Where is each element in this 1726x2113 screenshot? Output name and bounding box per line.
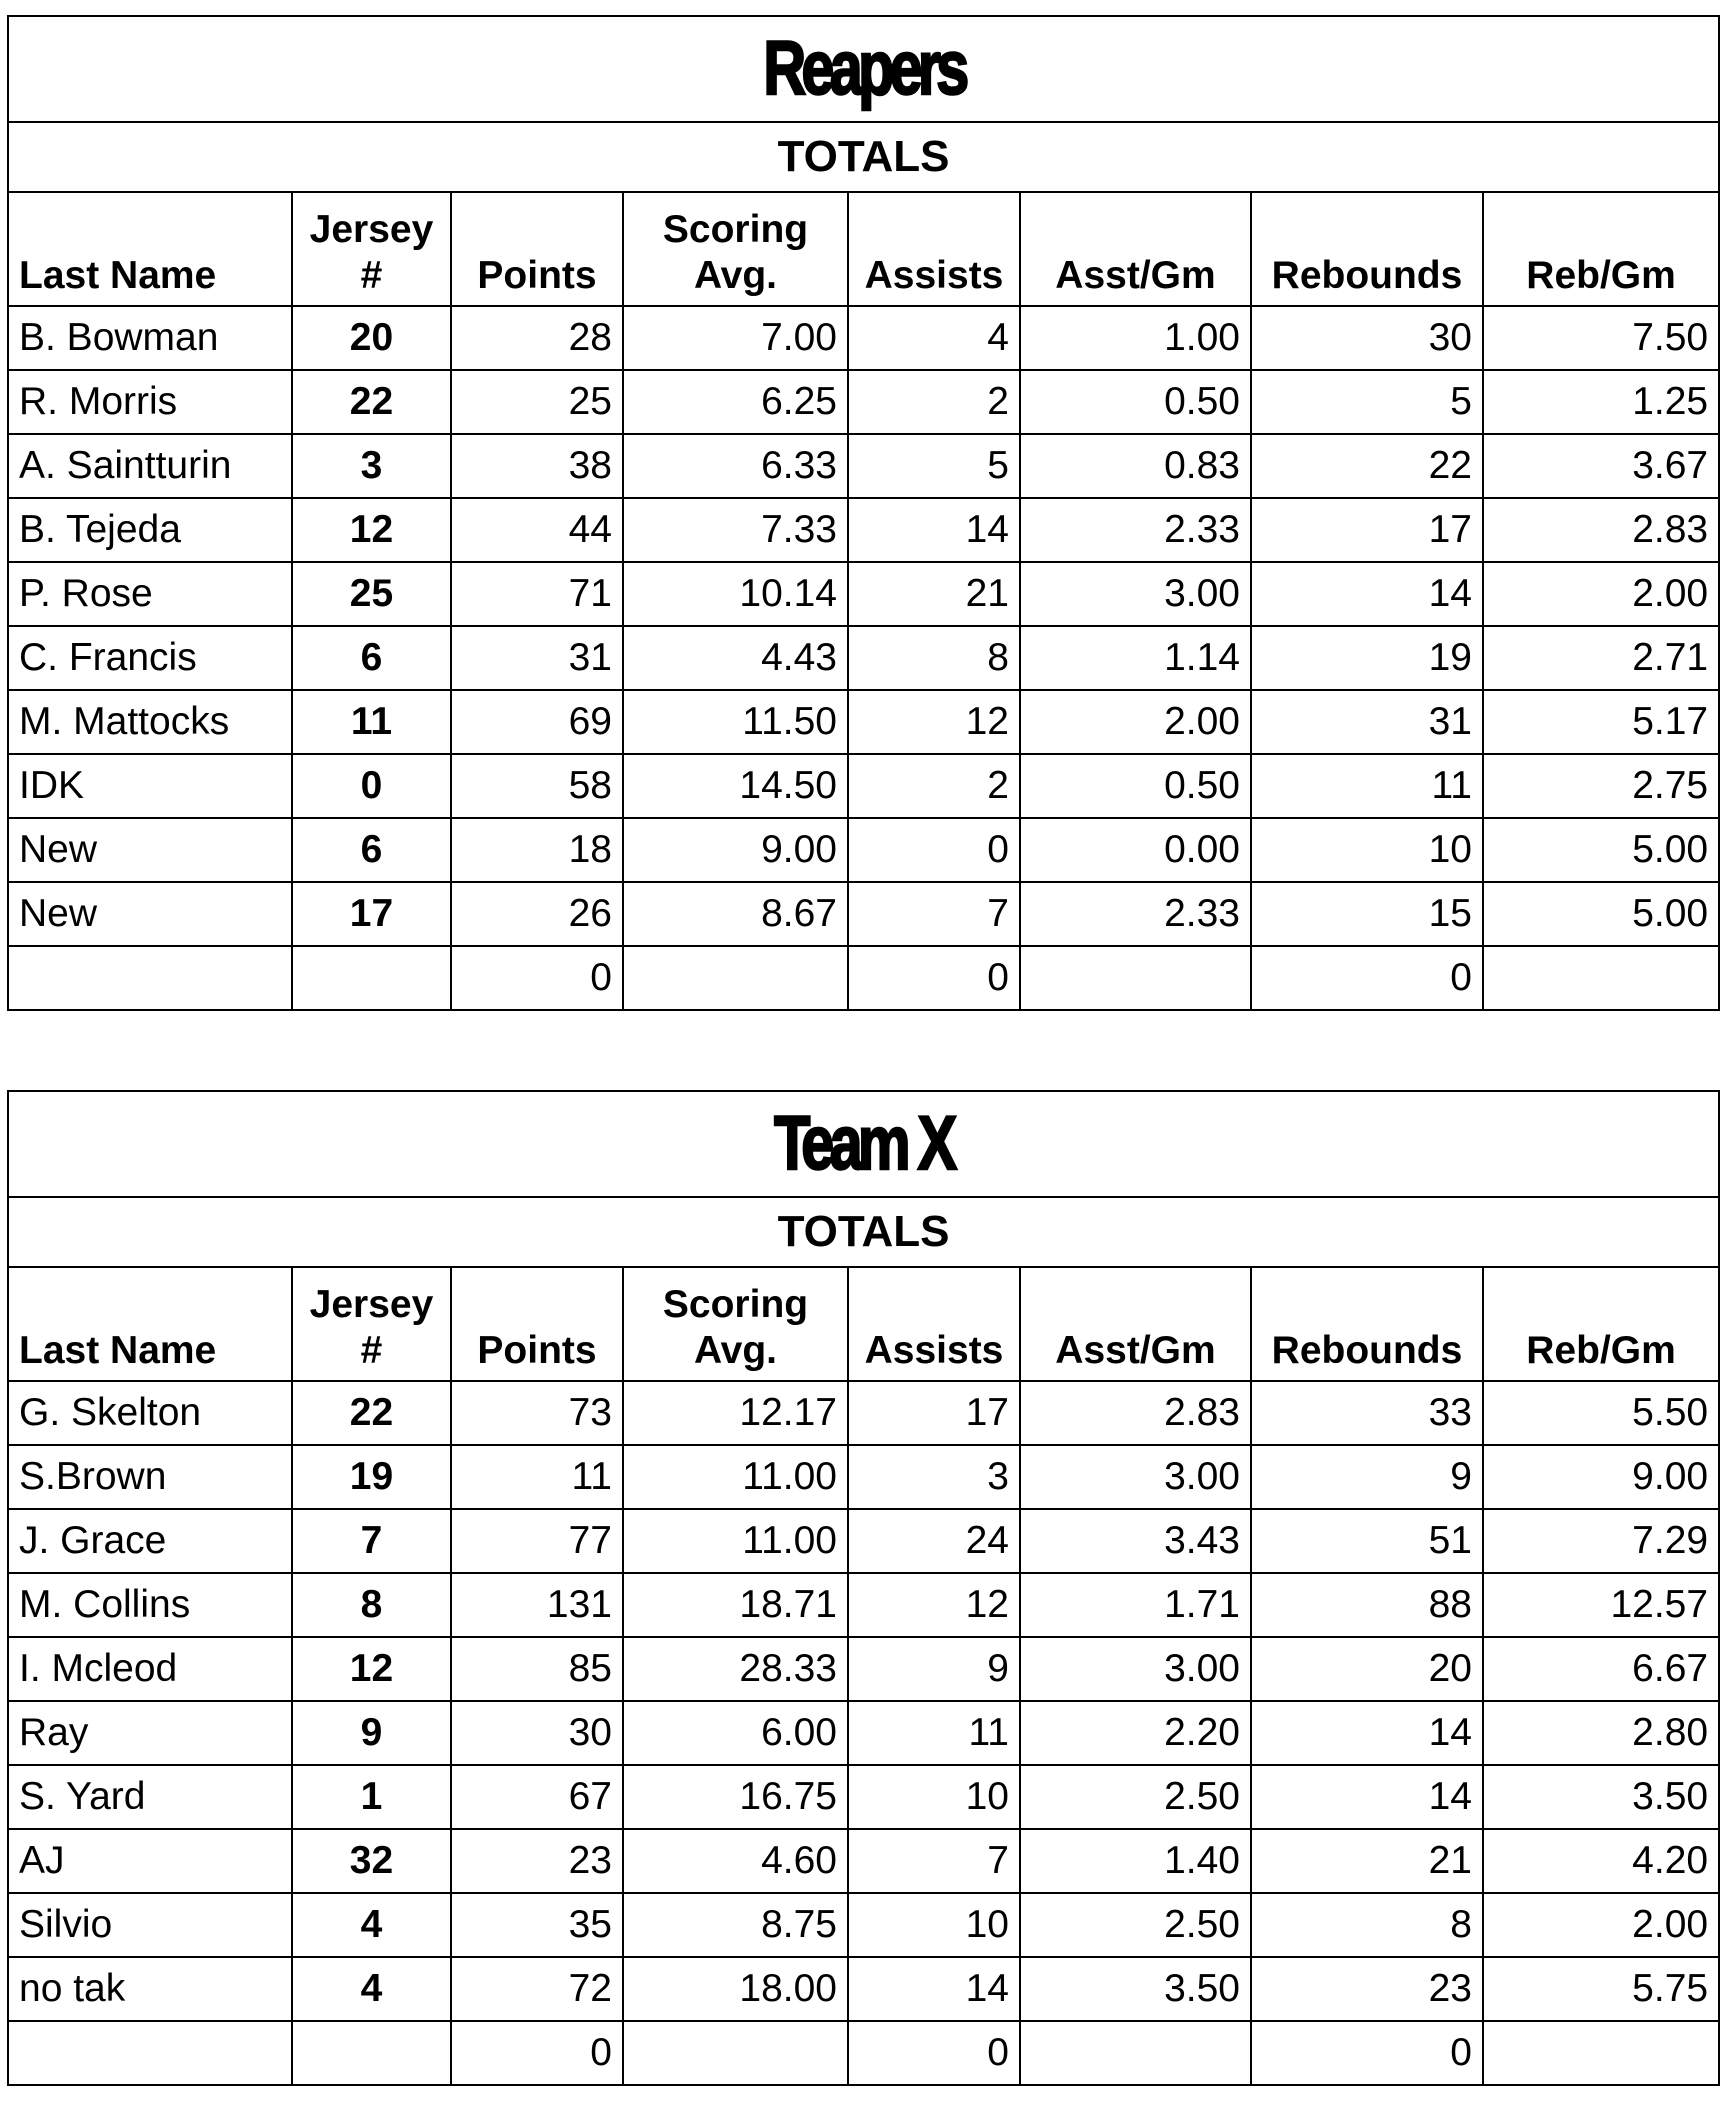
- cell-asst-gm: 1.00: [1020, 306, 1251, 370]
- cell-jersey: 22: [292, 370, 451, 434]
- cell-points: 85: [451, 1637, 623, 1701]
- cell-scoring-avg: 11.00: [623, 1509, 848, 1573]
- cell-scoring-avg: [623, 2021, 848, 2085]
- cell-assists: 9: [848, 1637, 1020, 1701]
- cell-jersey: 1: [292, 1765, 451, 1829]
- cell-rebounds: 14: [1251, 1701, 1483, 1765]
- cell-jersey: 12: [292, 1637, 451, 1701]
- cell-assists: 7: [848, 1829, 1020, 1893]
- cell-asst-gm: 0.83: [1020, 434, 1251, 498]
- cell-last-name: IDK: [8, 754, 292, 818]
- cell-scoring-avg: 4.60: [623, 1829, 848, 1893]
- cell-scoring-avg: 16.75: [623, 1765, 848, 1829]
- cell-assists: 14: [848, 1957, 1020, 2021]
- header-jersey-line1: Jersey: [309, 207, 434, 251]
- team-table-body: [8, 1091, 1719, 2085]
- cell-jersey: 22: [292, 1381, 451, 1445]
- cell-rebounds: 9: [1251, 1445, 1483, 1509]
- header-scoring-avg: [623, 1267, 848, 1381]
- table-row: [8, 690, 1719, 754]
- cell-asst-gm: 2.50: [1020, 1893, 1251, 1957]
- cell-asst-gm: 0.50: [1020, 370, 1251, 434]
- cell-assists: 24: [848, 1509, 1020, 1573]
- cell-last-name: M. Mattocks: [8, 690, 292, 754]
- header-points: Points: [451, 1267, 623, 1381]
- cell-assists: 2: [848, 754, 1020, 818]
- cell-rebounds: 23: [1251, 1957, 1483, 2021]
- cell-last-name: no tak: [8, 1957, 292, 2021]
- cell-reb-gm: 9.00: [1483, 1445, 1719, 1509]
- cell-jersey: 32: [292, 1829, 451, 1893]
- cell-reb-gm: 2.00: [1483, 562, 1719, 626]
- cell-assists: 7: [848, 882, 1020, 946]
- table-row: [8, 1573, 1719, 1637]
- table-row: [8, 434, 1719, 498]
- cell-assists: 8: [848, 626, 1020, 690]
- cell-last-name: S.Brown: [8, 1445, 292, 1509]
- cell-points: 30: [451, 1701, 623, 1765]
- header-scoring-line2: Avg.: [693, 253, 778, 297]
- totals-row: [8, 1197, 1719, 1267]
- cell-assists: 2: [848, 370, 1020, 434]
- cell-points: 38: [451, 434, 623, 498]
- cell-assists: 12: [848, 1573, 1020, 1637]
- cell-last-name: Ray: [8, 1701, 292, 1765]
- cell-last-name: New: [8, 882, 292, 946]
- cell-scoring-avg: 6.00: [623, 1701, 848, 1765]
- header-reb-gm: Reb/Gm: [1483, 1267, 1719, 1381]
- cell-asst-gm: 2.50: [1020, 1765, 1251, 1829]
- cell-scoring-avg: 8.67: [623, 882, 848, 946]
- cell-scoring-avg: 4.43: [623, 626, 848, 690]
- cell-reb-gm: 5.17: [1483, 690, 1719, 754]
- cell-scoring-avg: 11.50: [623, 690, 848, 754]
- cell-points: 67: [451, 1765, 623, 1829]
- cell-jersey: 25: [292, 562, 451, 626]
- totals-label: TOTALS: [8, 122, 1719, 192]
- table-row: [8, 1445, 1719, 1509]
- cell-points: 77: [451, 1509, 623, 1573]
- cell-reb-gm: [1483, 2021, 1719, 2085]
- cell-reb-gm: 12.57: [1483, 1573, 1719, 1637]
- table-row: [8, 2021, 1719, 2085]
- header-assists: Assists: [848, 192, 1020, 306]
- cell-rebounds: 10: [1251, 818, 1483, 882]
- cell-reb-gm: 5.00: [1483, 882, 1719, 946]
- cell-jersey: [292, 2021, 451, 2085]
- table-row: [8, 1637, 1719, 1701]
- table-row: [8, 626, 1719, 690]
- header-last-name: Last Name: [8, 192, 292, 306]
- cell-assists: 14: [848, 498, 1020, 562]
- column-header-row: [8, 192, 1719, 306]
- cell-assists: 0: [848, 946, 1020, 1010]
- cell-jersey: 9: [292, 1701, 451, 1765]
- cell-points: 35: [451, 1893, 623, 1957]
- cell-scoring-avg: 6.25: [623, 370, 848, 434]
- cell-assists: 12: [848, 690, 1020, 754]
- cell-last-name: Silvio: [8, 1893, 292, 1957]
- table-row: [8, 754, 1719, 818]
- cell-assists: 10: [848, 1765, 1020, 1829]
- cell-scoring-avg: 6.33: [623, 434, 848, 498]
- header-jersey-line2: #: [360, 1328, 383, 1372]
- cell-scoring-avg: 18.71: [623, 1573, 848, 1637]
- cell-scoring-avg: 7.00: [623, 306, 848, 370]
- cell-jersey: 19: [292, 1445, 451, 1509]
- cell-assists: 4: [848, 306, 1020, 370]
- cell-last-name: [8, 946, 292, 1010]
- cell-scoring-avg: 9.00: [623, 818, 848, 882]
- cell-rebounds: 88: [1251, 1573, 1483, 1637]
- cell-asst-gm: [1020, 2021, 1251, 2085]
- header-reb-gm: Reb/Gm: [1483, 192, 1719, 306]
- table-row: [8, 370, 1719, 434]
- cell-scoring-avg: 12.17: [623, 1381, 848, 1445]
- cell-last-name: B. Tejeda: [8, 498, 292, 562]
- table-row: [8, 562, 1719, 626]
- cell-rebounds: 14: [1251, 1765, 1483, 1829]
- cell-jersey: 11: [292, 690, 451, 754]
- cell-scoring-avg: 8.75: [623, 1893, 848, 1957]
- cell-reb-gm: 2.83: [1483, 498, 1719, 562]
- cell-asst-gm: 1.71: [1020, 1573, 1251, 1637]
- cell-reb-gm: 4.20: [1483, 1829, 1719, 1893]
- cell-rebounds: 5: [1251, 370, 1483, 434]
- cell-rebounds: 11: [1251, 754, 1483, 818]
- cell-points: 18: [451, 818, 623, 882]
- header-asst-gm: Asst/Gm: [1020, 1267, 1251, 1381]
- cell-asst-gm: 2.00: [1020, 690, 1251, 754]
- cell-rebounds: 0: [1251, 2021, 1483, 2085]
- cell-last-name: I. Mcleod: [8, 1637, 292, 1701]
- cell-reb-gm: 1.25: [1483, 370, 1719, 434]
- cell-jersey: [292, 946, 451, 1010]
- cell-reb-gm: 2.71: [1483, 626, 1719, 690]
- cell-jersey: 6: [292, 626, 451, 690]
- cell-last-name: P. Rose: [8, 562, 292, 626]
- cell-rebounds: 20: [1251, 1637, 1483, 1701]
- cell-asst-gm: 0.50: [1020, 754, 1251, 818]
- cell-assists: 5: [848, 434, 1020, 498]
- table-row: [8, 1765, 1719, 1829]
- cell-asst-gm: 2.83: [1020, 1381, 1251, 1445]
- table-row: [8, 1893, 1719, 1957]
- cell-asst-gm: 1.40: [1020, 1829, 1251, 1893]
- header-scoring-avg: [623, 192, 848, 306]
- cell-reb-gm: 2.80: [1483, 1701, 1719, 1765]
- cell-scoring-avg: 11.00: [623, 1445, 848, 1509]
- cell-last-name: S. Yard: [8, 1765, 292, 1829]
- cell-reb-gm: 3.67: [1483, 434, 1719, 498]
- cell-points: 131: [451, 1573, 623, 1637]
- totals-label: TOTALS: [8, 1197, 1719, 1267]
- cell-reb-gm: 2.00: [1483, 1893, 1719, 1957]
- header-jersey: [292, 1267, 451, 1381]
- table-row: [8, 498, 1719, 562]
- cell-points: 28: [451, 306, 623, 370]
- cell-assists: 3: [848, 1445, 1020, 1509]
- cell-points: 31: [451, 626, 623, 690]
- cell-asst-gm: 1.14: [1020, 626, 1251, 690]
- team-table-reapers: [7, 15, 1720, 1011]
- header-scoring-line2: Avg.: [693, 1328, 778, 1372]
- cell-reb-gm: 5.75: [1483, 1957, 1719, 2021]
- cell-asst-gm: 3.00: [1020, 1637, 1251, 1701]
- cell-asst-gm: 0.00: [1020, 818, 1251, 882]
- cell-reb-gm: 5.50: [1483, 1381, 1719, 1445]
- header-scoring-line1: Scoring: [662, 207, 809, 251]
- cell-jersey: 4: [292, 1893, 451, 1957]
- team-title-row: [8, 1091, 1719, 1197]
- header-last-name: Last Name: [8, 1267, 292, 1381]
- header-jersey-line1: Jersey: [309, 1282, 434, 1326]
- cell-jersey: 17: [292, 882, 451, 946]
- cell-rebounds: 8: [1251, 1893, 1483, 1957]
- cell-scoring-avg: 18.00: [623, 1957, 848, 2021]
- header-jersey: [292, 192, 451, 306]
- cell-points: 26: [451, 882, 623, 946]
- cell-rebounds: 33: [1251, 1381, 1483, 1445]
- cell-asst-gm: [1020, 946, 1251, 1010]
- cell-assists: 11: [848, 1701, 1020, 1765]
- cell-points: 23: [451, 1829, 623, 1893]
- cell-jersey: 12: [292, 498, 451, 562]
- table-row: [8, 1509, 1719, 1573]
- header-rebounds: Rebounds: [1251, 192, 1483, 306]
- table-row: [8, 882, 1719, 946]
- cell-rebounds: 19: [1251, 626, 1483, 690]
- cell-asst-gm: 2.33: [1020, 882, 1251, 946]
- cell-scoring-avg: 28.33: [623, 1637, 848, 1701]
- cell-rebounds: 17: [1251, 498, 1483, 562]
- cell-scoring-avg: 14.50: [623, 754, 848, 818]
- table-row: [8, 1829, 1719, 1893]
- cell-rebounds: 0: [1251, 946, 1483, 1010]
- cell-last-name: C. Francis: [8, 626, 292, 690]
- cell-points: 0: [451, 946, 623, 1010]
- cell-points: 71: [451, 562, 623, 626]
- cell-rebounds: 21: [1251, 1829, 1483, 1893]
- cell-reb-gm: 7.29: [1483, 1509, 1719, 1573]
- header-jersey-line2: #: [360, 253, 383, 297]
- cell-last-name: B. Bowman: [8, 306, 292, 370]
- cell-jersey: 7: [292, 1509, 451, 1573]
- cell-points: 44: [451, 498, 623, 562]
- cell-last-name: G. Skelton: [8, 1381, 292, 1445]
- table-row: [8, 1701, 1719, 1765]
- team-table-team-x: [7, 1090, 1720, 2086]
- cell-rebounds: 15: [1251, 882, 1483, 946]
- cell-last-name: AJ: [8, 1829, 292, 1893]
- cell-asst-gm: 3.43: [1020, 1509, 1251, 1573]
- cell-reb-gm: 5.00: [1483, 818, 1719, 882]
- cell-last-name: R. Morris: [8, 370, 292, 434]
- cell-jersey: 6: [292, 818, 451, 882]
- cell-asst-gm: 2.20: [1020, 1701, 1251, 1765]
- cell-reb-gm: 3.50: [1483, 1765, 1719, 1829]
- cell-rebounds: 14: [1251, 562, 1483, 626]
- table-row: [8, 1957, 1719, 2021]
- cell-jersey: 0: [292, 754, 451, 818]
- column-header-row: [8, 1267, 1719, 1381]
- cell-points: 0: [451, 2021, 623, 2085]
- cell-points: 72: [451, 1957, 623, 2021]
- header-asst-gm: Asst/Gm: [1020, 192, 1251, 306]
- header-assists: Assists: [848, 1267, 1020, 1381]
- cell-assists: 17: [848, 1381, 1020, 1445]
- cell-rebounds: 30: [1251, 306, 1483, 370]
- table-row: [8, 1381, 1719, 1445]
- table-row: [8, 306, 1719, 370]
- team-title-row: [8, 16, 1719, 122]
- cell-reb-gm: 7.50: [1483, 306, 1719, 370]
- cell-asst-gm: 3.00: [1020, 1445, 1251, 1509]
- cell-asst-gm: 3.00: [1020, 562, 1251, 626]
- totals-row: [8, 122, 1719, 192]
- header-scoring-line1: Scoring: [662, 1282, 809, 1326]
- cell-points: 11: [451, 1445, 623, 1509]
- cell-last-name: A. Saintturin: [8, 434, 292, 498]
- cell-points: 69: [451, 690, 623, 754]
- cell-reb-gm: 6.67: [1483, 1637, 1719, 1701]
- cell-last-name: J. Grace: [8, 1509, 292, 1573]
- cell-points: 58: [451, 754, 623, 818]
- cell-rebounds: 22: [1251, 434, 1483, 498]
- cell-asst-gm: 2.33: [1020, 498, 1251, 562]
- cell-assists: 0: [848, 818, 1020, 882]
- cell-scoring-avg: 10.14: [623, 562, 848, 626]
- cell-assists: 10: [848, 1893, 1020, 1957]
- cell-last-name: [8, 2021, 292, 2085]
- cell-jersey: 8: [292, 1573, 451, 1637]
- cell-jersey: 20: [292, 306, 451, 370]
- cell-reb-gm: 2.75: [1483, 754, 1719, 818]
- team-table-body: [8, 16, 1719, 1010]
- team-name: Reapers: [762, 26, 965, 111]
- table-row: [8, 818, 1719, 882]
- cell-rebounds: 31: [1251, 690, 1483, 754]
- cell-last-name: New: [8, 818, 292, 882]
- cell-reb-gm: [1483, 946, 1719, 1010]
- cell-rebounds: 51: [1251, 1509, 1483, 1573]
- cell-points: 73: [451, 1381, 623, 1445]
- cell-asst-gm: 3.50: [1020, 1957, 1251, 2021]
- cell-scoring-avg: [623, 946, 848, 1010]
- cell-last-name: M. Collins: [8, 1573, 292, 1637]
- table-row: [8, 946, 1719, 1010]
- header-rebounds: Rebounds: [1251, 1267, 1483, 1381]
- header-points: Points: [451, 192, 623, 306]
- cell-scoring-avg: 7.33: [623, 498, 848, 562]
- cell-jersey: 3: [292, 434, 451, 498]
- cell-assists: 0: [848, 2021, 1020, 2085]
- cell-points: 25: [451, 370, 623, 434]
- cell-assists: 21: [848, 562, 1020, 626]
- team-name: Team X: [774, 1101, 953, 1186]
- cell-jersey: 4: [292, 1957, 451, 2021]
